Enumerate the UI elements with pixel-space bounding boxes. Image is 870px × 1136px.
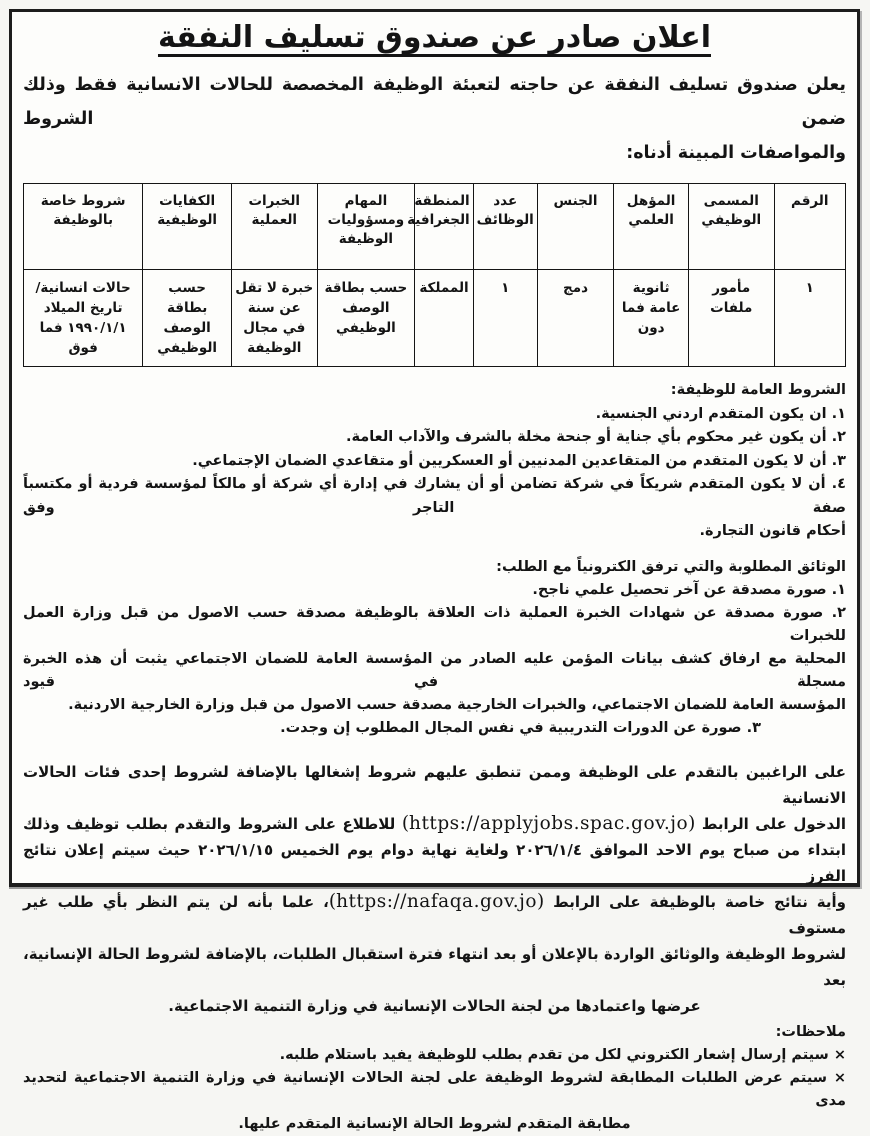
condition-item-3: ٣. أن لا يكون المتقدم من المتقاعدين المدنيين أو العسكريين أو متقاعدي الضمان الإجتماعي. bbox=[192, 452, 846, 469]
note-1: × سيتم إرسال إشعار الكتروني لكل من تقدم بطلب للوظيفة يفيد باستلام طلبه. bbox=[279, 1046, 846, 1063]
application-line-3: ابتداء من صباح يوم الاحد الموافق ٢٠٢٦/١/٤ ولغاية نهاية دوام يوم الخميس ٢٠٢٦/١/١٥ حيث سيتم إعلان نتائج الفرز bbox=[23, 840, 846, 885]
cell-gender: دمج bbox=[537, 270, 613, 367]
notes-section bbox=[23, 1021, 846, 1136]
header-vacancies: عدد الوظائف bbox=[473, 184, 537, 270]
document-item-3: ٣. صورة عن الدورات التدريبية في نفس المجال المطلوب إن وجدت. bbox=[280, 719, 761, 736]
application-line-4 bbox=[23, 889, 846, 941]
required-documents-section bbox=[23, 556, 846, 740]
intro-line-1: يعلن صندوق تسليف النفقة عن حاجته لتعبئة الوظيفة المخصصة للحالات الانسانية فقط وذلك ضمن الشروط bbox=[23, 75, 846, 129]
table-header-row bbox=[24, 184, 846, 270]
header-number: الرقم bbox=[774, 184, 846, 270]
general-conditions-heading: الشروط العامة للوظيفة: bbox=[670, 382, 846, 398]
cell-job-title: مأمور ملفات bbox=[689, 270, 774, 367]
application-line-6: عرضها واعتمادها من لجنة الحالات الإنسانية في وزارة التنمية الاجتماعية. bbox=[168, 996, 701, 1015]
application-line-2 bbox=[23, 811, 846, 837]
header-job-title: المسمى الوظيفي bbox=[689, 184, 774, 270]
cell-region: المملكة bbox=[415, 270, 473, 367]
page-title: اعلان صادر عن صندوق تسليف النفقة bbox=[157, 20, 711, 55]
note-2-line-2: مطابقة المتقدم لشروط الحالة الإنسانية المتقدم عليها. bbox=[238, 1115, 631, 1132]
condition-item-1: ١. ان يكون المتقدم اردني الجنسية. bbox=[595, 405, 846, 422]
intro-line-2: والمواصفات المبينة أدناه: bbox=[626, 143, 846, 163]
note-2-line-1: × سيتم عرض الطلبات المطابقة لشروط الوظيفة على لجنة الحالات الإنسانية في وزارة التنمية الاجتماعية لتحديد مدى bbox=[23, 1069, 846, 1109]
condition-item-4-line-1: ٤. أن لا يكون المتقدم شريكاً في شركة تضامن أو أن يشارك في إدارة أي شركة أو مالكاً لمؤسسة فردية أو مكتسباً صفة التاجر وفق bbox=[23, 476, 846, 516]
header-duties: المهام ومسؤوليات الوظيفة bbox=[317, 184, 415, 270]
required-documents-heading: الوثائق المطلوبة والتي ترفق الكترونياً مع الطلب: bbox=[496, 558, 846, 575]
application-line-1: على الراغبين بالتقدم على الوظيفة وممن تنطبق عليهم شروط إشغالها بالإضافة لشروط إحدى فئات الحالات الانسانية bbox=[23, 762, 846, 807]
table-row bbox=[24, 270, 846, 367]
applyjobs-url: (https://applyjobs.spac.gov.jo) bbox=[401, 812, 696, 834]
cell-number: ١ bbox=[774, 270, 846, 367]
header-region: المنطقة الجغرافية bbox=[415, 184, 473, 270]
condition-item-2: ٢. أن يكون غير محكوم بأي جناية أو جنحة مخلة بالشرف والآداب العامة. bbox=[345, 429, 846, 445]
job-vacancy-table bbox=[23, 183, 846, 367]
application-line-2-post: للاطلاع على الشروط والتقدم بطلب توظيف وذلك bbox=[23, 814, 402, 833]
cell-vacancies: ١ bbox=[473, 270, 537, 367]
application-line-5: لشروط الوظيفة والوثائق الواردة بالإعلان أو بعد انتهاء فترة استقبال الطلبات، بالإضافة لشروط الحالة الإنسانية، بعد bbox=[23, 944, 846, 989]
intro-paragraph bbox=[23, 68, 846, 170]
cell-duties: حسب بطاقة الوصف الوظيفي bbox=[317, 270, 415, 367]
notes-heading: ملاحظات: bbox=[775, 1023, 846, 1040]
header-experience: الخبرات العملية bbox=[232, 184, 317, 270]
condition-item-4-line-2: أحكام قانون التجارة. bbox=[699, 523, 846, 539]
application-line-4-pre: وأية نتائج خاصة بالوظيفة على الرابط bbox=[544, 892, 847, 911]
announcement-border-frame bbox=[9, 9, 860, 1132]
nafaqa-url: (https://nafaqa.gov.jo) bbox=[328, 890, 545, 912]
application-line-4-post: ، علما بأنه لن يتم النظر بأي طلب غير مستوف bbox=[23, 892, 846, 937]
application-instructions-paragraph bbox=[23, 759, 846, 1019]
document-item-2-line-3: المؤسسة العامة للضمان الاجتماعي، والخبرات الخارجية مصدقة حسب الاصول من قبل وزارة الخارجية الاردنية. bbox=[68, 696, 846, 713]
cell-special-conditions: حالات انسانية/ تاريخ الميلاد ١٩٩٠/١/١ فما فوق bbox=[24, 270, 143, 367]
header-gender: الجنس bbox=[537, 184, 613, 270]
general-conditions-section bbox=[23, 379, 846, 544]
cell-qualification: ثانوية عامة فما دون bbox=[614, 270, 689, 367]
document-item-2-line-1: ٢. صورة مصدقة عن شهادات الخبرة العملية ذات العلاقة بالوظيفة مصدقة حسب الاصول من قبل وزارة العمل للخبرات bbox=[23, 604, 846, 644]
cell-competencies: حسب بطاقة الوصف الوظيفي bbox=[143, 270, 232, 367]
header-qualification: المؤهل العلمي bbox=[614, 184, 689, 270]
document-item-1: ١. صورة مصدقة عن آخر تحصيل علمي ناجح. bbox=[532, 581, 846, 598]
cell-experience: خبرة لا تقل عن سنة في مجال الوظيفة bbox=[232, 270, 317, 367]
application-line-2-pre: الدخول على الرابط bbox=[695, 814, 846, 833]
document-item-2-line-2: المحلية مع ارفاق كشف بيانات المؤمن عليه الصادر من المؤسسة العامة للضمان الاجتماعي يثبت أن هذه الخبرة مسجلة في قيود bbox=[23, 650, 846, 690]
header-competencies: الكفايات الوظيفية bbox=[143, 184, 232, 270]
header-special-conditions: شروط خاصة بالوظيفة bbox=[24, 184, 143, 270]
